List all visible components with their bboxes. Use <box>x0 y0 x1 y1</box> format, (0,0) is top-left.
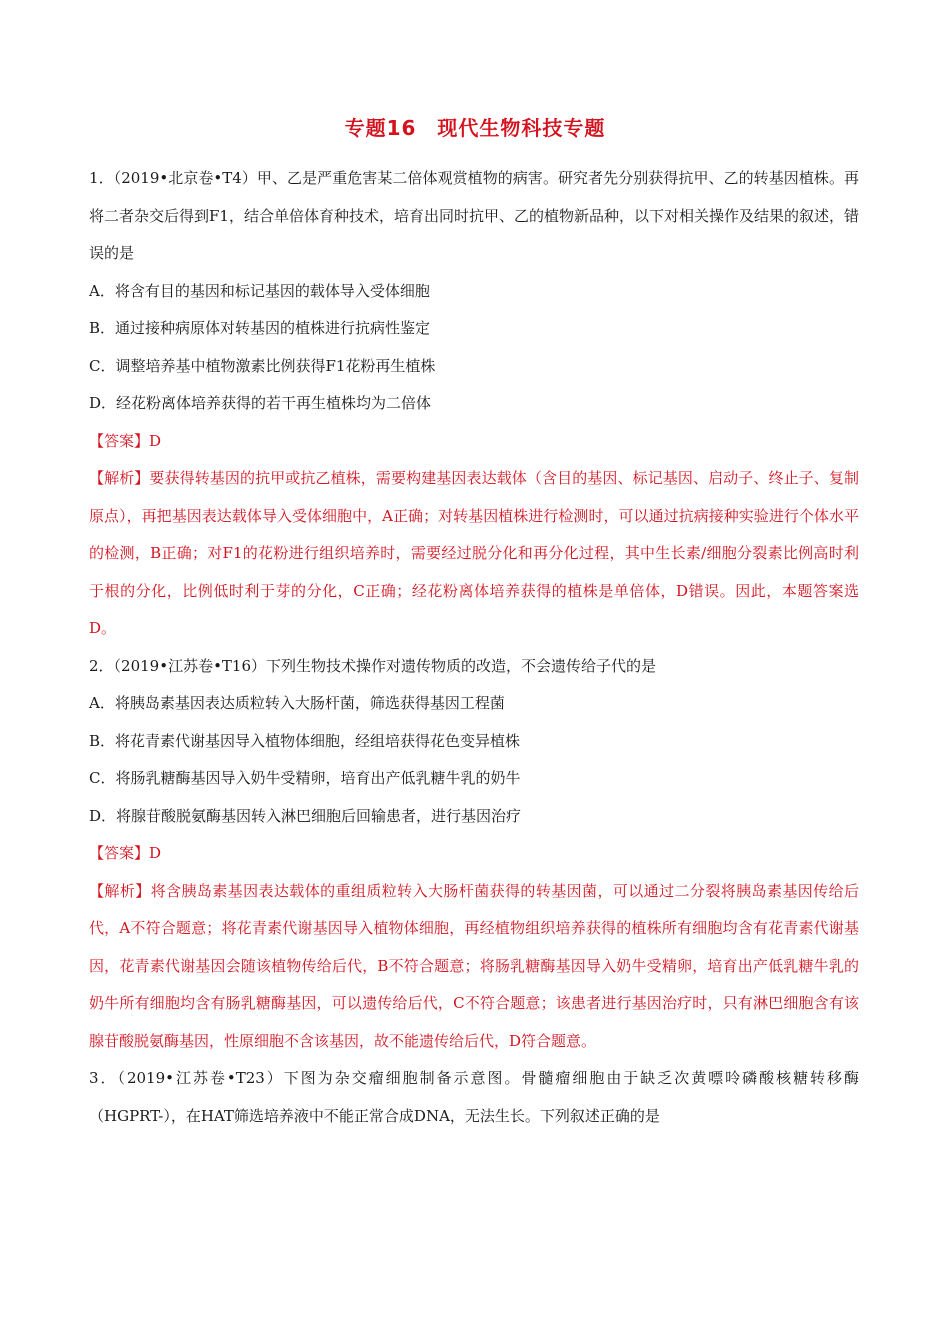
page-title: 专题16 现代生物科技专题 <box>344 116 606 140</box>
question-stem: 1．（2019•北京卷•T4）甲、乙是严重危害某二倍体观赏植物的病害。研究者先分别获得抗甲、乙的转基因植株。再将二者杂交后得到F1，结合单倍体育种技术，培育出同时抗甲、乙的植物新品种，以下对相关操作及结果的叙述，错误的是 <box>89 169 859 262</box>
answer-value: D <box>149 844 162 862</box>
option-d: D．经花粉离体培养获得的若干再生植株均为二倍体 <box>89 394 432 412</box>
answer-value: D <box>149 431 162 450</box>
answer-line <box>89 423 859 461</box>
analysis-block <box>89 873 859 1061</box>
option-b: B．通过接种病原体对转基因的植株进行抗病性鉴定 <box>89 319 431 337</box>
analysis-tag: 【解析】 <box>89 881 151 900</box>
analysis-text: 将含胰岛素基因表达载体的重组质粒转入大肠杆菌获得的转基因菌，可以通过二分裂将胰岛素基因传给后代，A不符合题意；将花青素代谢基因导入植物体细胞，再经植物组织培养获得的植株所有细胞均含有花青素代谢基因，花青素代谢基因会随该植物传给后代，B不符合题意；将肠乳糖酶基因导入奶牛受精卵，培育出产低乳糖牛乳的奶牛所有细胞均含有肠乳糖酶基因，可以遗传给后代，C不符合题意；该患者进行基因治疗时，只有淋巴细胞含有该腺苷酸脱氨酶基因，性原细胞不含该基因，故不能遗传给后代，D符合题意。 <box>89 881 859 1050</box>
question-1 <box>89 160 859 648</box>
option-a: A．将胰岛素基因表达质粒转入大肠杆菌，筛选获得基因工程菌 <box>89 694 505 712</box>
analysis-text: 要获得转基因的抗甲或抗乙植株，需要构建基因表达载体（含目的基因、标记基因、启动子、终止子、复制原点），再把基因表达载体导入受体细胞中，A正确；对转基因植株进行检测时，可以通过抗病接种实验进行个体水平的检测，B正确；对F1的花粉进行组织培养时，需要经过脱分化和再分化过程，其中生长素/细胞分裂素比例高时利于根的分化，比例低时利于芽的分化，C正确；经花粉离体培养获得的植株是单倍体，D错误。因此，本题答案选D。 <box>89 469 859 637</box>
option-c: C．调整培养基中植物激素比例获得F1花粉再生植株 <box>89 356 436 375</box>
question-stem: 3．（2019•江苏卷•T23）下图为杂交瘤细胞制备示意图。骨髓瘤细胞由于缺乏次黄嘌呤磷酸核糖转移酶（HGPRT-），在HAT筛选培养液中不能正常合成DNA，无法生长。下列叙述正确的是 <box>89 1069 859 1125</box>
question-3 <box>89 1060 859 1135</box>
answer-tag: 【答案】 <box>89 844 150 862</box>
answer-tag: 【答案】 <box>89 431 150 450</box>
content-body <box>89 160 859 1135</box>
analysis-block <box>89 460 859 648</box>
option-c: C．将肠乳糖酶基因导入奶牛受精卵，培育出产低乳糖牛乳的奶牛 <box>89 769 521 787</box>
question-2 <box>89 648 859 1061</box>
option-d: D．将腺苷酸脱氨酶基因转入淋巴细胞后回输患者，进行基因治疗 <box>89 806 522 825</box>
option-a: A．将含有目的基因和标记基因的载体导入受体细胞 <box>89 281 430 300</box>
answer-line <box>89 835 859 873</box>
option-b: B．将花青素代谢基因导入植物体细胞，经组培获得花色变异植株 <box>89 731 521 750</box>
question-stem: 2．（2019•江苏卷•T16）下列生物技术操作对遗传物质的改造，不会遗传给子代的是 <box>89 656 657 675</box>
analysis-tag: 【解析】 <box>89 469 150 487</box>
